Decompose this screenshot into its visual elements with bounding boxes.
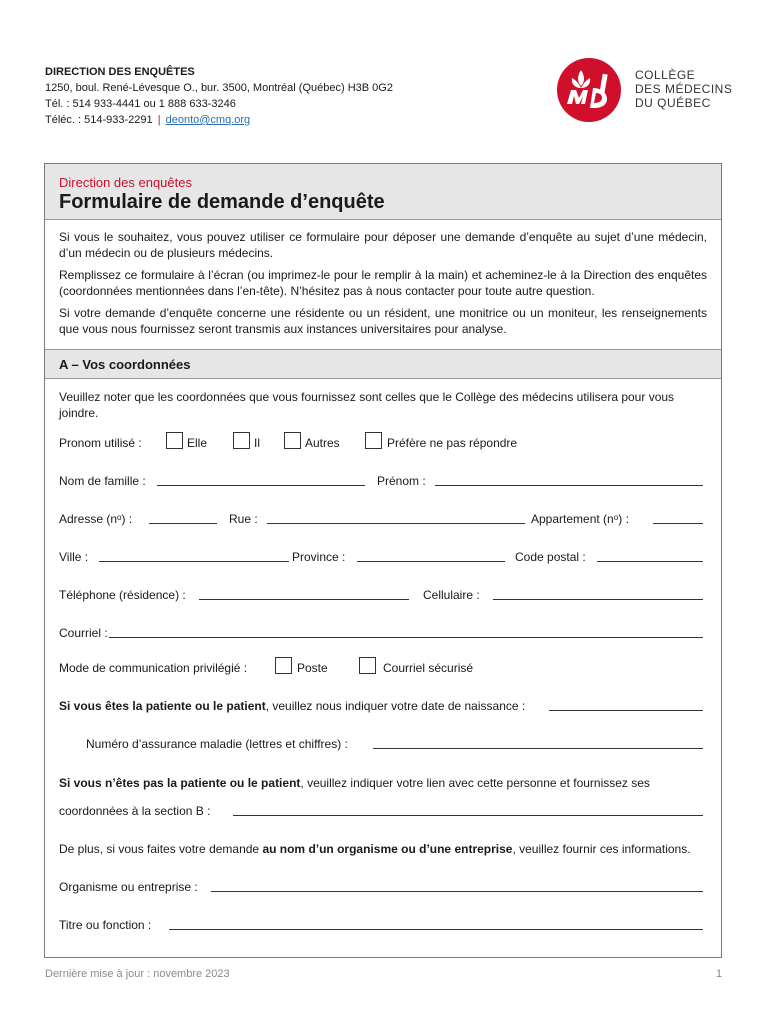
comm-secure-email-checkbox[interactable]: [359, 657, 376, 674]
org-intro-bold: au nom d’un organisme ou d’une entreprise: [262, 842, 513, 856]
organization-field[interactable]: [211, 891, 703, 892]
job-title-row: [59, 916, 707, 934]
not-patient-text: [59, 774, 650, 792]
section-b-row: [59, 802, 707, 820]
separator: |: [157, 114, 161, 126]
logo-wordmark: [635, 68, 732, 110]
home-phone-field[interactable]: [199, 599, 409, 600]
comm-secure-email-label: Courriel sécurisé: [383, 661, 474, 675]
cell-phone-label: Cellulaire :: [423, 588, 480, 602]
logo-line-2: DES MÉDECINS: [635, 82, 733, 96]
department-title: DIRECTION DES ENQUÊTES: [45, 66, 195, 78]
relationship-field[interactable]: [233, 815, 703, 816]
section-b-label: coordonnées à la section B :: [59, 804, 211, 818]
health-number-field[interactable]: [373, 748, 703, 749]
address-number-label: Adresse (nᵒ) :: [59, 512, 133, 526]
job-title-label: Titre ou fonction :: [59, 918, 152, 932]
last-name-label: Nom de famille :: [59, 474, 146, 488]
organization-label: Organisme ou entreprise :: [59, 880, 198, 894]
phone-line: Tél. : 514 933-4441 ou 1 888 633-3246: [45, 98, 236, 110]
cell-phone-field[interactable]: [493, 599, 703, 600]
logo-line-3: DU QUÉBEC: [635, 96, 711, 110]
province-label: Province :: [292, 550, 346, 564]
address-number-field[interactable]: [149, 523, 217, 524]
health-number-row: [59, 735, 707, 753]
pronoun-elle-checkbox[interactable]: [166, 432, 183, 449]
phone-row: [59, 586, 707, 604]
fax-text: Téléc. : 514-933-2291: [45, 114, 153, 126]
contact-block: [45, 64, 393, 128]
patient-dob-rest: , veuillez nous indiquer votre date de naissance :: [265, 699, 526, 713]
postal-code-field[interactable]: [597, 561, 703, 562]
pronoun-label: Pronom utilisé :: [59, 436, 142, 450]
email-link[interactable]: deonto@cmq.org: [165, 114, 251, 126]
city-row: [59, 548, 707, 566]
intro-paragraph-2: Remplissez ce formulaire à l’écran (ou imprimez-le pour le remplir à la main) et acheminez-le à la Direction des enquêtes (coordonnées mentionnées dans l’en-tête). N’hésitez pas à nous contacter pour toute autre question.: [59, 268, 707, 298]
street-field[interactable]: [267, 523, 525, 524]
section-a-note: Veuillez noter que les coordonnées que vous fournissez sont celles que le Collège des médecins utilisera pour vous joindre.: [59, 390, 675, 420]
page-number: 1: [716, 968, 723, 980]
last-name-field[interactable]: [157, 485, 365, 486]
home-phone-label: Téléphone (résidence) :: [59, 588, 186, 602]
patient-dob-label: [59, 697, 525, 715]
section-a-band: [45, 349, 721, 379]
apartment-label: Appartement (nᵒ) :: [531, 512, 629, 526]
apartment-field[interactable]: [653, 523, 703, 524]
org-intro-part-2: , veuillez fournir ces informations.: [512, 842, 691, 856]
pronoun-row: [59, 434, 707, 452]
last-updated: Dernière mise à jour : novembre 2023: [45, 968, 230, 980]
pronoun-il-label: Il: [254, 436, 260, 450]
organization-row: [59, 878, 707, 896]
cmq-logo: [557, 58, 737, 124]
fax-line: [45, 112, 393, 128]
intro-paragraph-1: Si vous le souhaitez, vous pouvez utiliser ce formulaire pour déposer une demande d’enquête au sujet d’une médecin, d’un médecin ou de plusieurs médecins.: [59, 230, 707, 260]
email-label: Courriel :: [59, 626, 108, 640]
first-name-field[interactable]: [435, 485, 703, 486]
logo-line-1: COLLÈGE: [635, 68, 696, 82]
organization-intro: [59, 841, 707, 857]
form-kicker: Direction des enquêtes: [59, 175, 192, 190]
address-row: [59, 510, 707, 528]
city-field[interactable]: [99, 561, 289, 562]
address-line: 1250, boul. René-Lévesque O., bur. 3500, Montréal (Québec) H3B 0G2: [45, 82, 393, 94]
province-field[interactable]: [357, 561, 505, 562]
patient-dob-row: [59, 697, 707, 715]
section-a-title: A – Vos coordonnées: [59, 357, 191, 372]
street-label: Rue :: [229, 512, 258, 526]
health-number-label: Numéro d’assurance maladie (lettres et chiffres) :: [86, 737, 348, 751]
logo-emblem-icon: [557, 58, 621, 122]
communication-label: Mode de communication privilégié :: [59, 661, 248, 675]
intro-paragraph-3: Si votre demande d’enquête concerne une résidente ou un résident, une monitrice ou un moniteur, les renseignements que vous nous fournissez seront transmis aux instances universitaires pour analyse.: [59, 306, 707, 336]
first-name-label: Prénom :: [377, 474, 426, 488]
pronoun-prefer-not-label: Préfère ne pas répondre: [387, 436, 518, 450]
patient-dob-bold: Si vous êtes la patiente ou le patient: [59, 699, 266, 713]
email-row: [59, 624, 707, 642]
comm-mail-checkbox[interactable]: [275, 657, 292, 674]
birth-date-field[interactable]: [549, 710, 703, 711]
pronoun-autres-label: Autres: [305, 436, 340, 450]
job-title-field[interactable]: [169, 929, 703, 930]
postal-code-label: Code postal :: [515, 550, 586, 564]
org-intro-part-1: De plus, si vous faites votre demande: [59, 842, 263, 856]
city-label: Ville :: [59, 550, 89, 564]
pronoun-prefer-not-checkbox[interactable]: [365, 432, 382, 449]
email-field[interactable]: [109, 637, 703, 638]
page-header: [0, 0, 770, 150]
pronoun-autres-checkbox[interactable]: [284, 432, 301, 449]
name-row: [59, 472, 707, 490]
form-frame: [44, 163, 722, 958]
not-patient-row: [59, 774, 707, 792]
comm-mail-label: Poste: [297, 661, 328, 675]
not-patient-bold: Si vous n’êtes pas la patiente ou le patient: [59, 776, 301, 790]
pronoun-il-checkbox[interactable]: [233, 432, 250, 449]
communication-row: [59, 659, 707, 677]
pronoun-elle-label: Elle: [187, 436, 208, 450]
not-patient-rest: , veuillez indiquer votre lien avec cette personne et fournissez ses: [300, 776, 650, 790]
form-title-band: [45, 164, 721, 220]
form-title: Formulaire de demande d’enquête: [59, 191, 385, 213]
